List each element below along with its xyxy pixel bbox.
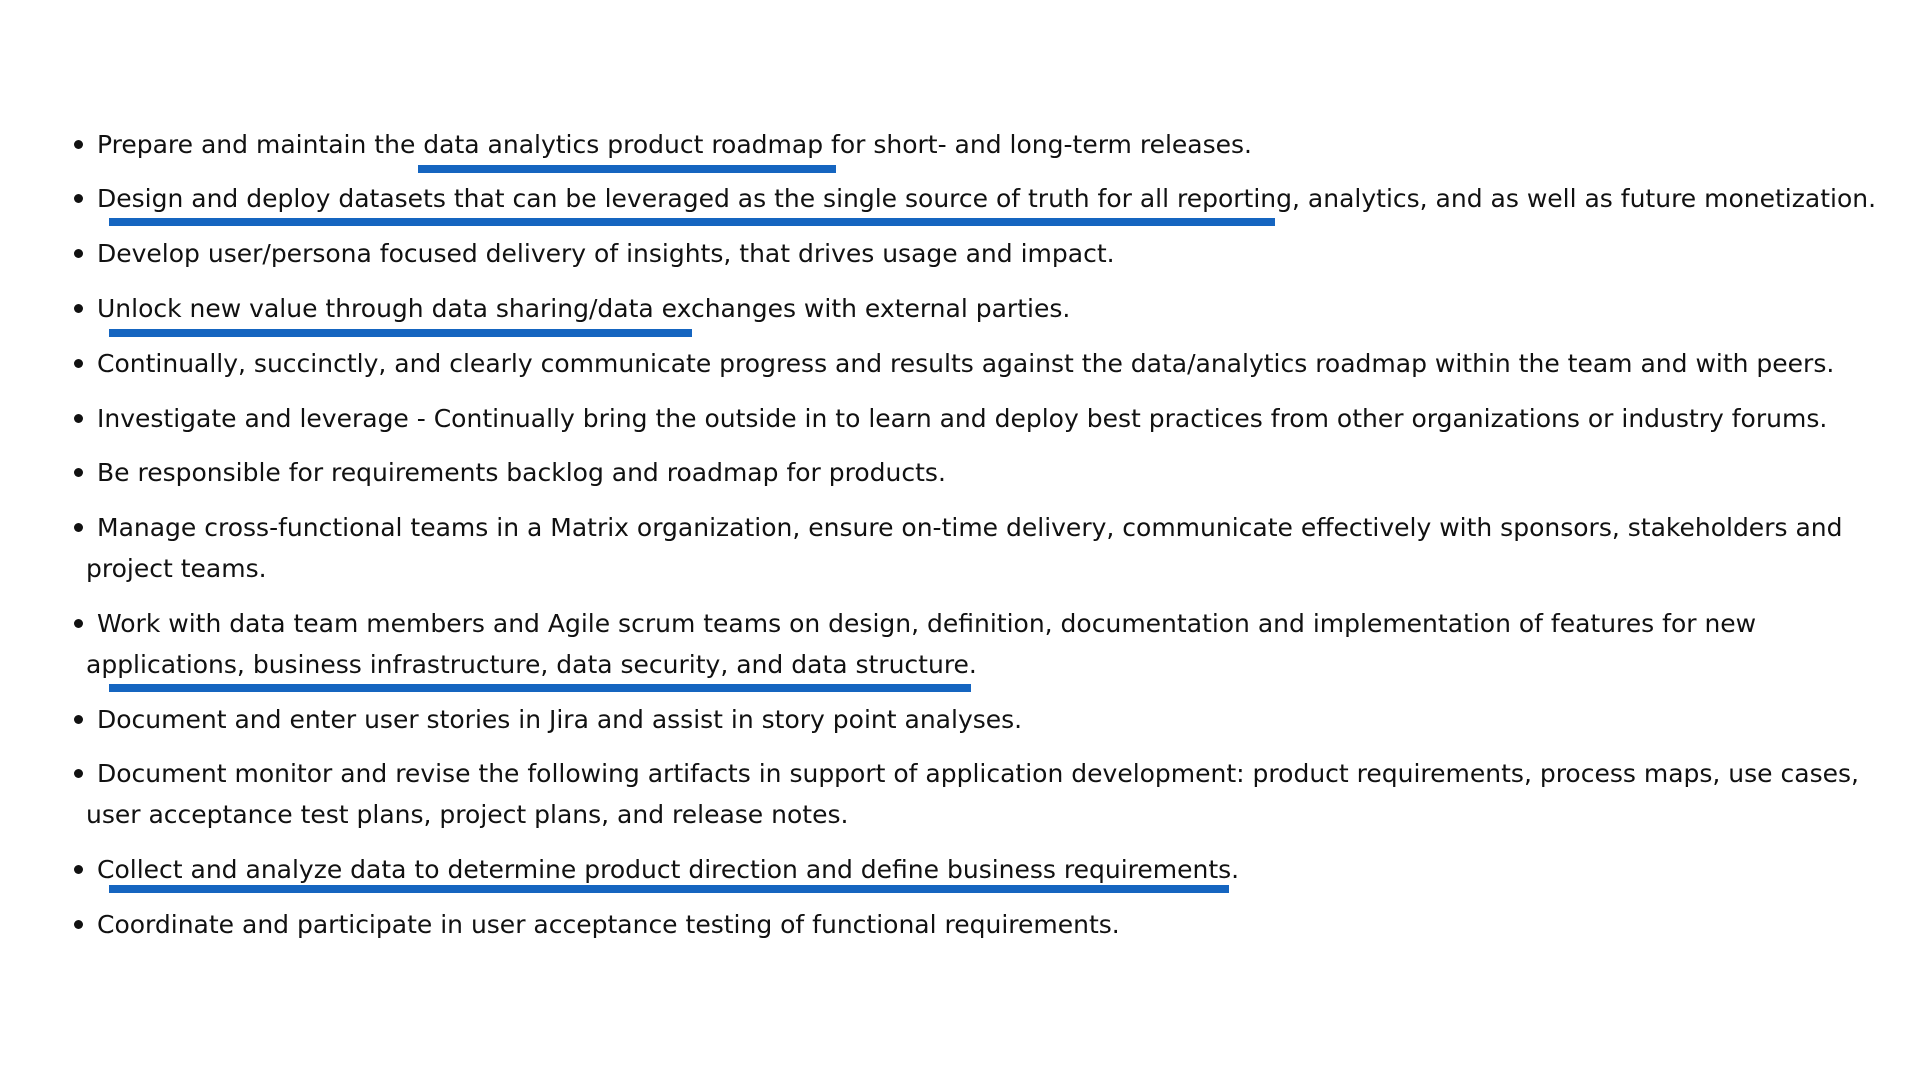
list-item (86, 603, 1857, 685)
list-item-text: Unlock new value through data sharing/data exchanges with external parties. (97, 294, 1071, 323)
list-item (86, 507, 1857, 589)
list-item-text: Coordinate and participate in user acceptance testing of functional requirements. (97, 910, 1120, 939)
highlight-underline (109, 684, 971, 692)
highlight-underline (109, 885, 1229, 893)
highlight-underline (109, 218, 1275, 226)
list-item (97, 343, 1857, 384)
list-item-text: applications, business infrastructure, data security, and data structure. (86, 650, 977, 679)
bullet-dot (74, 359, 83, 368)
list-item-text: Investigate and leverage - Continually bring the outside in to learn and deploy best practices from other organizations or industry forums. (97, 404, 1828, 433)
bullet-dot (74, 249, 83, 258)
bullet-dot (74, 865, 83, 874)
list-item (97, 233, 1857, 274)
bullet-dot (74, 920, 83, 929)
list-item-text: Prepare and maintain the data analytics product roadmap for short- and long-term releases. (97, 130, 1252, 159)
bullet-dot (74, 769, 83, 778)
bullet-dot (74, 140, 83, 149)
bullet-dot (74, 715, 83, 724)
bullet-dot (74, 619, 83, 628)
list-item-text: Manage cross-functional teams in a Matrix organization, ensure on-time delivery, communicate effectively with sponsors, stakeholders and (97, 513, 1843, 542)
list-item-text: Continually, succinctly, and clearly communicate progress and results against the data/analytics roadmap within the team and with peers. (97, 349, 1835, 378)
list-item-text: Work with data team members and Agile scrum teams on design, definition, documentation and implementation of features for new (97, 609, 1757, 638)
bullet-dot (74, 523, 83, 532)
list-item-text: project teams. (86, 554, 267, 583)
bullet-dot (74, 304, 83, 313)
list-item-text: Develop user/persona focused delivery of insights, that drives usage and impact. (97, 239, 1115, 268)
list-item (97, 904, 1857, 945)
list-item (97, 398, 1857, 439)
list-item-text: Be responsible for requirements backlog and roadmap for products. (97, 458, 946, 487)
list-item (97, 849, 1857, 890)
list-item-text: Design and deploy datasets that can be leveraged as the single source of truth for all reporting, analytics, and as well as future monetization. (97, 184, 1877, 213)
list-item (97, 124, 1857, 165)
list-item-text: Document monitor and revise the following artifacts in support of application development: product requirements, process maps, use cases, (97, 759, 1859, 788)
highlight-underline (109, 329, 692, 337)
list-item-text: Document and enter user stories in Jira and assist in story point analyses. (97, 705, 1023, 734)
list-item (97, 178, 1877, 219)
list-item-text: user acceptance test plans, project plans, and release notes. (86, 800, 849, 829)
list-item (97, 288, 1857, 329)
list-item (97, 452, 1857, 493)
bullet-dot (74, 468, 83, 477)
list-item (97, 699, 1857, 740)
bullet-dot (74, 194, 83, 203)
highlight-underline (418, 165, 836, 173)
bullet-dot (74, 414, 83, 423)
list-item-text: Collect and analyze data to determine product direction and define business requirements. (97, 855, 1240, 884)
list-item (86, 753, 1859, 835)
